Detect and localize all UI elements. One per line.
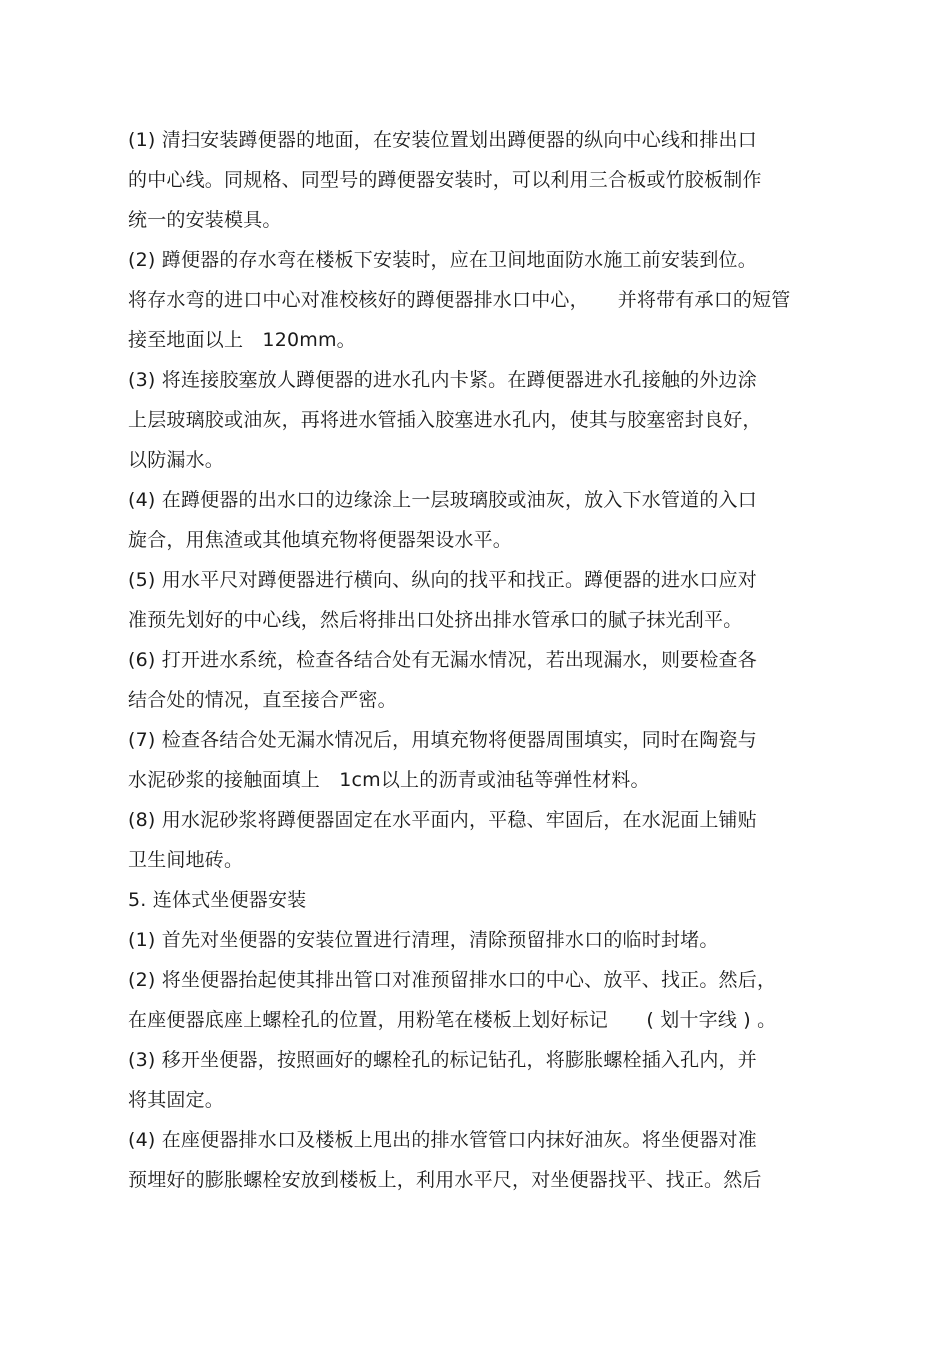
- text-line: 旋合，用焦渣或其他填充物将便器架设水平。: [128, 529, 513, 551]
- text-line: (1) 清扫安装蹲便器的地面，在安装位置划出蹲便器的纵向中心线和排出口: [128, 129, 757, 151]
- text-line: (7) 检查各结合处无漏水情况后，用填充物将便器周围填实，同时在陶瓷与: [128, 729, 757, 751]
- text-line: 上层玻璃胶或油灰，再将进水管插入胶塞进水孔内，使其与胶塞密封良好，: [128, 409, 762, 431]
- text-line: (1) 首先对坐便器的安装位置进行清理，清除预留排水口的临时封堵。: [128, 929, 719, 951]
- text-line: (3) 将连接胶塞放人蹲便器的进水孔内卡紧。在蹲便器进水孔接触的外边涂: [128, 369, 757, 391]
- text-line: (2) 蹲便器的存水弯在楼板下安装时，应在卫间地面防水施工前安装到位。: [128, 249, 757, 271]
- text-line: 结合处的情况，直至接合严密。: [128, 689, 397, 711]
- text-line: (3) 移开坐便器，按照画好的螺栓孔的标记钻孔，将膨胀螺栓插入孔内，并: [128, 1049, 757, 1071]
- text-line: (5) 用水平尺对蹲便器进行横向、纵向的找平和找正。蹲便器的进水口应对: [128, 569, 757, 591]
- text-line: 的中心线。同规格、同型号的蹲便器安装时，可以利用三合板或竹胶板制作: [128, 169, 762, 191]
- section-heading: 5. 连体式坐便器安装: [128, 889, 307, 911]
- text-line: (4) 在座便器排水口及楼板上甩出的排水管管口内抹好油灰。将坐便器对准: [128, 1129, 757, 1151]
- text-line: 接至地面以上 120mm。: [128, 329, 356, 351]
- text-line: 水泥砂浆的接触面填上 1cm以上的沥青或油毡等弹性材料。: [128, 769, 650, 791]
- text-line: 准预先划好的中心线，然后将排出口处挤出排水管承口的腻子抹光刮平。: [128, 609, 743, 631]
- text-line: (6) 打开进水系统，检查各结合处有无漏水情况，若出现漏水，则要检查各: [128, 649, 757, 671]
- text-line: 在座便器底座上螺栓孔的位置，用粉笔在楼板上划好标记 ( 划十字线 ) 。: [128, 1009, 777, 1031]
- document-body: [128, 120, 858, 1200]
- text-line: 将存水弯的进口中心对准校核好的蹲便器排水口中心， 并将带有承口的短管: [128, 289, 791, 311]
- text-line: (2) 将坐便器抬起使其排出管口对准预留排水口的中心、放平、找正。然后，: [128, 969, 777, 991]
- text-line: 以防漏水。: [128, 449, 225, 471]
- text-line: 预埋好的膨胀螺栓安放到楼板上，利用水平尺，对坐便器找平、找正。然后: [128, 1169, 762, 1191]
- text-line: 将其固定。: [128, 1089, 225, 1111]
- text-line: (4) 在蹲便器的出水口的边缘涂上一层玻璃胶或油灰，放入下水管道的入口: [128, 489, 757, 511]
- text-line: (8) 用水泥砂浆将蹲便器固定在水平面内，平稳、牢固后，在水泥面上铺贴: [128, 809, 757, 831]
- text-line: 卫生间地砖。: [128, 849, 244, 871]
- text-line: 统一的安装模具。: [128, 209, 282, 231]
